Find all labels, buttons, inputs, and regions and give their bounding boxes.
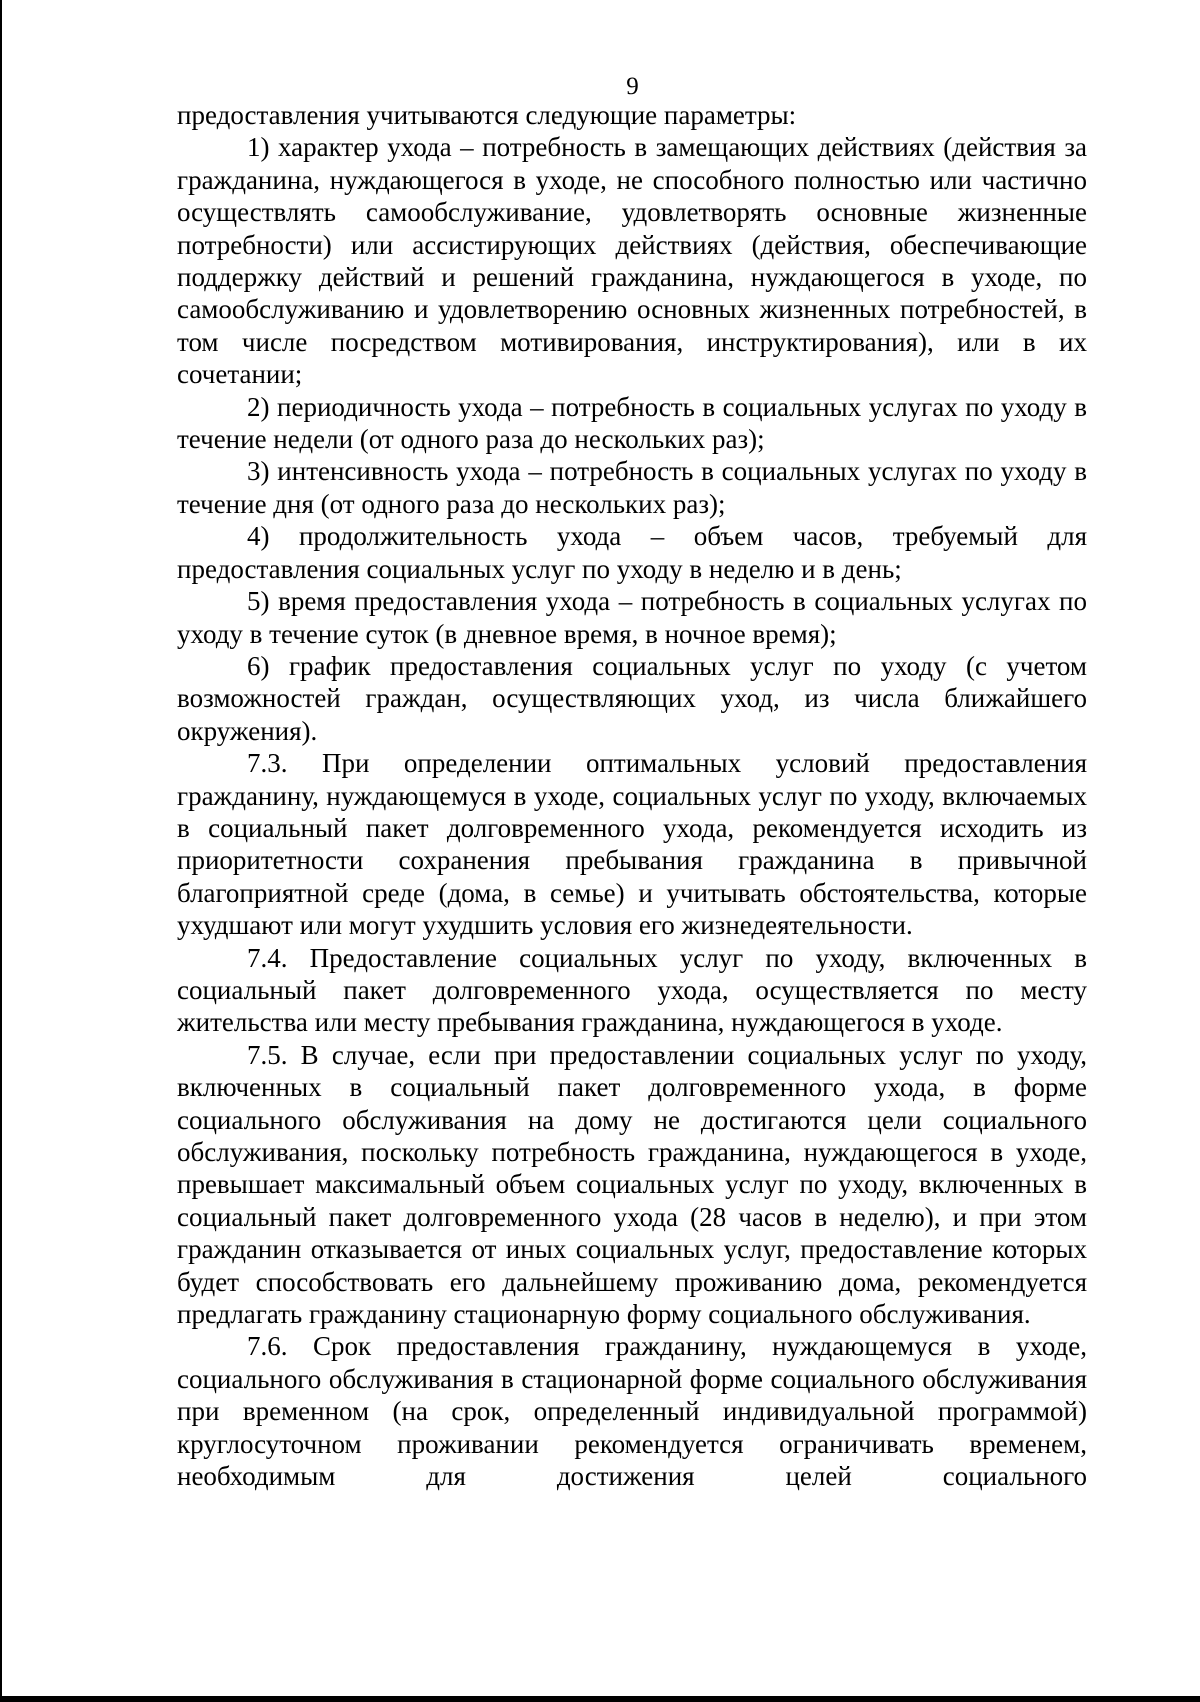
paragraph-7-5: 7.5. В случае, если при предоставлении социальных услуг по уходу, включенных в социальный пакет долговременного ухода, в форме социального обслуживания на дому не достигаются цели социального обслуживания, поскольку потребность гражданина, нуждающегося в уходе, превышает максимальный объем социальных услуг по уходу, включенных в социальный пакет долговременного ухода (28 часов в неделю), и при этом гражданин отказывается от иных социальных услуг, предоставление которых будет способствовать его дальнейшему проживанию дома, рекомендуется предлагать гражданину стационарную форму социального обслуживания. <box>177 1039 1087 1330</box>
paragraph-param-6: 6) график предоставления социальных услуг по уходу (с учетом возможностей граждан, осуществляющих уход, из числа ближайшего окружения). <box>177 650 1087 746</box>
document-body <box>177 99 1087 1492</box>
page-number: 9 <box>626 73 639 100</box>
paragraph-param-1: 1) характер ухода – потребность в замещающих действиях (действия за гражданина, нуждающегося в уходе, не способного полностью или частично осуществлять самообслуживание, удовлетворять основные жизненные потребности) или ассистирующих действиях (действия, обеспечивающие поддержку действий и решений гражданина, нуждающегося в уходе, по самообслуживанию и удовлетворению основных жизненных потребностей, в том числе посредством мотивирования, инструктирования), или в их сочетании; <box>177 132 1087 390</box>
scan-edge-bottom <box>0 1696 1200 1702</box>
paragraph-param-5: 5) время предоставления ухода – потребность в социальных услугах по уходу в течение суток (в дневное время, в ночное время); <box>177 586 1087 649</box>
scan-edge-left <box>0 0 2 1702</box>
paragraph-7-6: 7.6. Срок предоставления гражданину, нуждающемуся в уходе, социального обслуживания в стационарной форме социального обслуживания при временном (на срок, определенный индивидуальной программой) круглосуточном проживании рекомендуется ограничивать временем, необходимым для достижения целей социального <box>177 1331 1087 1492</box>
paragraph-param-2: 2) периодичность ухода – потребность в социальных услугах по уходу в течение недели (от одного раза до нескольких раз); <box>177 391 1087 455</box>
paragraph-7-4: 7.4. Предоставление социальных услуг по уходу, включенных в социальный пакет долговременного ухода, осуществляется по месту жительства или месту пребывания гражданина, нуждающегося в уходе. <box>177 942 1087 1038</box>
paragraph-7-3: 7.3. При определении оптимальных условий предоставления гражданину, нуждающемуся в уходе, социальных услуг по уходу, включаемых в социальный пакет долговременного ухода, рекомендуется исходить из приоритетности сохранения пребывания гражданина в привычной благоприятной среде (дома, в семье) и учитывать обстоятельства, которые ухудшают или могут ухудшить условия его жизнедеятельности. <box>177 748 1087 941</box>
paragraph-param-4: 4) продолжительность ухода – объем часов, требуемый для предоставления социальных услуг по уходу в неделю и в день; <box>177 521 1087 584</box>
paragraph-param-3: 3) интенсивность ухода – потребность в социальных услугах по уходу в течение дня (от одного раза до нескольких раз); <box>177 456 1087 519</box>
paragraph-continuation: предоставления учитываются следующие параметры: <box>177 100 797 130</box>
